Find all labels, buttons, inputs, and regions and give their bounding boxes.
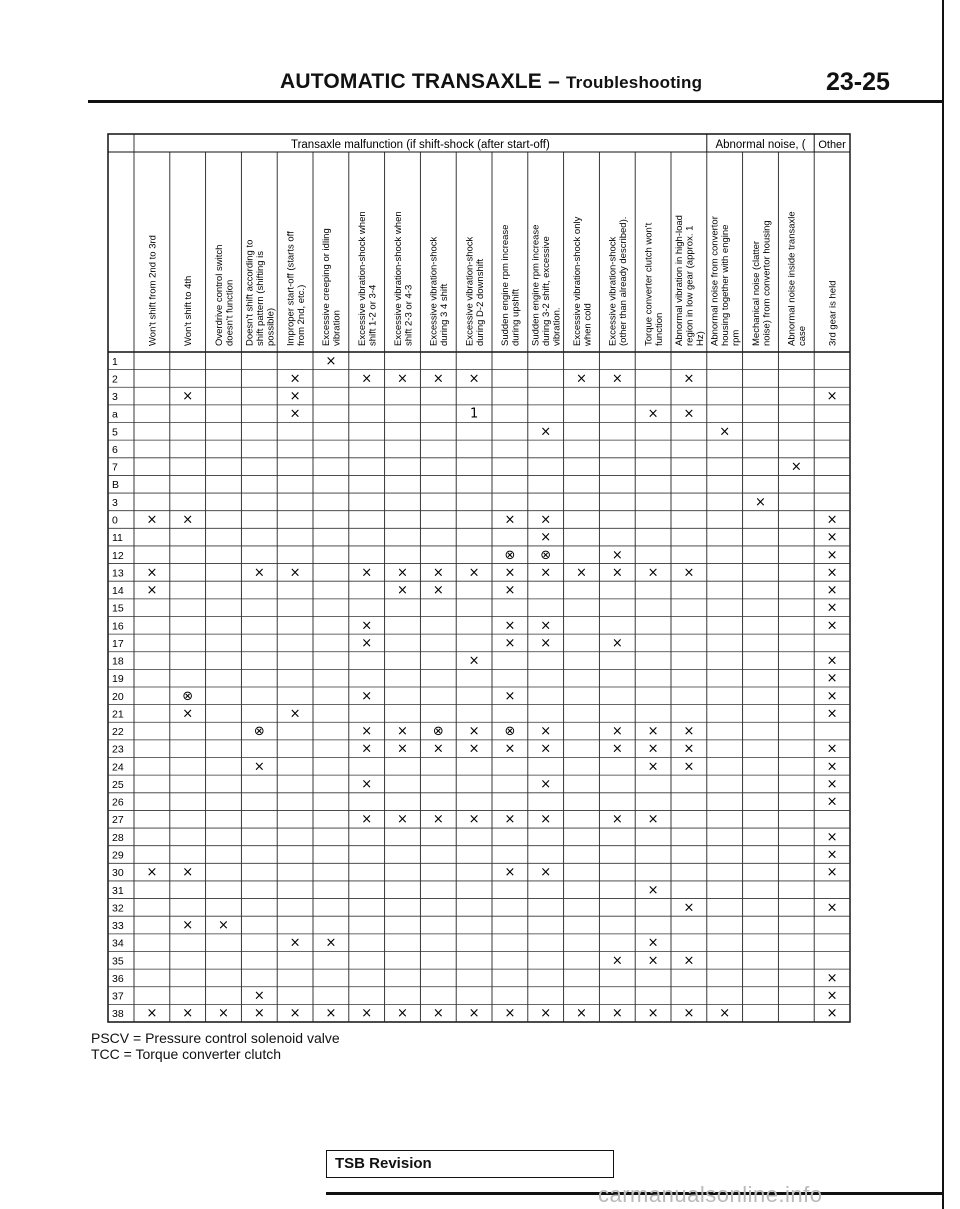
- cell-mark: ×: [397, 1006, 408, 1022]
- cell-mark: ×: [182, 706, 194, 722]
- cell-mark: ×: [397, 812, 408, 828]
- cell-mark: ×: [826, 829, 838, 845]
- cell-mark: ⊗: [253, 724, 265, 740]
- row-number: 38: [112, 1008, 124, 1021]
- column-header-label: Sudden engine rpm increase: [530, 224, 542, 346]
- cell-mark: ⊗: [540, 547, 552, 563]
- cell-mark: ×: [790, 459, 802, 475]
- cell-mark: ×: [432, 371, 444, 387]
- cell-mark: ×: [755, 494, 766, 510]
- column-header-label: possible): [265, 307, 277, 346]
- column-header-label: shift 1-2 or 3-4: [367, 284, 379, 346]
- abbreviation-notes: [91, 1030, 340, 1062]
- cell-mark: ×: [826, 600, 838, 616]
- cell-mark: ×: [826, 988, 838, 1004]
- note-pscv: PSCV = Pressure control solenoid valve: [91, 1030, 340, 1046]
- cell-mark: ×: [683, 371, 695, 387]
- row-number: 3: [112, 496, 118, 509]
- cell-mark: ×: [361, 688, 373, 704]
- cell-mark: ×: [611, 565, 623, 581]
- cell-mark: ×: [647, 882, 659, 898]
- cell-mark: ×: [826, 653, 838, 669]
- group-header-other: Other: [818, 139, 846, 151]
- cell-mark: ×: [826, 618, 838, 634]
- cell-mark: ×: [683, 953, 695, 969]
- cell-mark: ×: [504, 583, 516, 599]
- cell-mark: ×: [361, 741, 373, 757]
- column-header-label: doesn't function: [224, 279, 236, 346]
- cell-mark: ×: [289, 389, 301, 405]
- cell-mark: ×: [325, 1006, 337, 1022]
- row-number: 11: [112, 532, 123, 545]
- cell-mark: ×: [826, 389, 838, 405]
- cell-mark: ×: [826, 794, 838, 810]
- column-header-label: function: [653, 312, 665, 346]
- title-dash: –: [548, 70, 560, 93]
- row-number: B: [112, 479, 120, 492]
- cell-mark: ×: [325, 935, 337, 951]
- cell-mark: 1: [469, 406, 479, 422]
- column-header-label: Excessive vibration-shock: [428, 236, 440, 346]
- row-number: 1: [112, 355, 118, 368]
- cell-mark: ×: [397, 741, 408, 757]
- cell-mark: ×: [253, 565, 265, 581]
- cell-mark: ×: [826, 583, 838, 599]
- cell-mark: ×: [289, 406, 301, 422]
- column-header-label: (other than already described).: [618, 216, 630, 346]
- cell-mark: ×: [361, 724, 373, 740]
- row-number: 36: [112, 972, 124, 985]
- column-header-label: Torque converter clutch won't: [643, 222, 655, 346]
- row-number: 3: [112, 391, 118, 404]
- column-header-label: Sudden engine rpm increase: [500, 224, 512, 346]
- cell-mark: ×: [182, 389, 194, 405]
- note-tcc: TCC = Torque converter clutch: [91, 1046, 281, 1062]
- cell-mark: ×: [540, 618, 552, 634]
- cell-mark: ×: [540, 565, 552, 581]
- cell-mark: ×: [683, 724, 695, 740]
- cell-mark: ×: [432, 812, 444, 828]
- cell-mark: ×: [826, 1006, 838, 1022]
- cell-mark: ×: [218, 918, 229, 934]
- cell-mark: ×: [253, 988, 265, 1004]
- cell-mark: ×: [468, 812, 480, 828]
- row-number: 14: [112, 585, 124, 598]
- cell-mark: ×: [611, 547, 623, 563]
- row-number: 2: [112, 373, 118, 386]
- cell-mark: ×: [826, 900, 838, 916]
- cell-mark: ×: [146, 1006, 158, 1022]
- column-header-label: Excessive vibration-shock: [607, 236, 619, 346]
- row-number: 15: [112, 602, 124, 615]
- cell-mark: ×: [504, 512, 516, 528]
- cell-mark: ×: [826, 688, 838, 704]
- cell-mark: ×: [826, 547, 838, 563]
- cell-mark: ×: [611, 741, 623, 757]
- cell-mark: ⊗: [504, 547, 516, 563]
- cell-mark: ×: [826, 530, 838, 546]
- cell-mark: ×: [146, 565, 158, 581]
- column-header-label: case: [797, 325, 809, 346]
- cell-mark: ×: [647, 812, 659, 828]
- cell-mark: ×: [504, 618, 516, 634]
- cell-mark: ×: [540, 724, 552, 740]
- cell-mark: ⊗: [182, 688, 194, 704]
- cell-mark: ×: [397, 583, 408, 599]
- cell-mark: ×: [289, 935, 301, 951]
- row-number: 20: [112, 690, 124, 703]
- cell-mark: ×: [611, 635, 623, 651]
- watermark: carmanualsonline.info: [598, 1182, 823, 1207]
- cell-mark: ×: [826, 741, 838, 757]
- row-number: 5: [112, 426, 118, 439]
- column-header-label: during D-2 downshift: [474, 258, 486, 346]
- cell-mark: ×: [647, 935, 659, 951]
- column-header-label: during upshift: [510, 288, 522, 346]
- cell-mark: ×: [540, 530, 552, 546]
- cell-mark: ×: [289, 1006, 301, 1022]
- tsb-revision-box: [326, 1150, 614, 1178]
- column-header-label: Mechanical noise (clatter: [750, 240, 762, 346]
- cell-mark: ×: [611, 953, 623, 969]
- cell-mark: ×: [647, 1006, 659, 1022]
- cell-mark: ×: [146, 583, 158, 599]
- cell-mark: ×: [719, 424, 731, 440]
- column-header-label: noise) from convertor housing: [761, 220, 773, 346]
- row-number: a: [112, 408, 118, 421]
- column-header-label: Won't shift to 4th: [183, 275, 195, 346]
- cell-mark: ×: [468, 653, 480, 669]
- group-header-noise: Abnormal noise, (: [715, 139, 806, 151]
- cell-mark: ×: [540, 512, 552, 528]
- tsb-revision-label: TSB Revision: [335, 1155, 432, 1172]
- cell-mark: ×: [540, 776, 552, 792]
- column-header-label: when cold: [582, 303, 594, 346]
- cell-mark: ×: [325, 353, 337, 369]
- cell-mark: ×: [468, 741, 480, 757]
- column-header-label: during 3 4 shift: [439, 283, 451, 346]
- cell-mark: ×: [683, 406, 695, 422]
- cell-mark: ×: [719, 1006, 731, 1022]
- row-number: 19: [112, 673, 124, 686]
- row-number: 29: [112, 849, 124, 862]
- cell-mark: ×: [540, 812, 552, 828]
- row-number: 27: [112, 814, 124, 827]
- cell-mark: ×: [289, 565, 301, 581]
- column-header-label: Abnormal noise inside transaxle: [786, 211, 798, 346]
- cell-mark: ×: [826, 776, 838, 792]
- row-number: 13: [112, 567, 124, 580]
- cell-mark: ×: [468, 724, 480, 740]
- column-header-label: during 3-2 shift, excessive: [541, 236, 553, 346]
- cell-mark: ×: [361, 1006, 373, 1022]
- cell-mark: ×: [468, 1006, 480, 1022]
- cell-mark: ×: [611, 812, 623, 828]
- row-number: 32: [112, 902, 124, 915]
- cell-mark: ⊗: [432, 724, 444, 740]
- column-header-label: region in low gear (approx. 1: [684, 225, 696, 346]
- group-header-transaxle: Transaxle malfunction (if shift-shock (after start-off): [290, 139, 550, 151]
- cell-mark: ×: [361, 776, 373, 792]
- row-number: 34: [112, 937, 124, 950]
- row-number: 21: [112, 708, 124, 721]
- cell-mark: ×: [432, 583, 444, 599]
- cell-mark: ×: [826, 865, 838, 881]
- cell-mark: ×: [826, 706, 838, 722]
- cell-mark: ×: [683, 741, 695, 757]
- row-number: 33: [112, 920, 124, 933]
- column-header-label: vibration: [331, 310, 343, 346]
- row-number: 12: [112, 549, 124, 562]
- cell-mark: ×: [647, 759, 659, 775]
- row-number: 7: [112, 461, 118, 474]
- cell-mark: ×: [611, 371, 623, 387]
- cell-mark: ×: [289, 706, 301, 722]
- column-header-label: Excessive vibration-shock: [464, 236, 476, 346]
- cell-mark: ×: [540, 741, 552, 757]
- cell-mark: ×: [540, 635, 552, 651]
- row-number: 17: [112, 637, 124, 650]
- row-number: 0: [112, 514, 118, 527]
- column-header-label: vibration.: [551, 307, 563, 346]
- title-main: AUTOMATIC TRANSAXLE: [280, 70, 543, 93]
- cell-mark: ×: [504, 1006, 516, 1022]
- cell-mark: ×: [468, 565, 480, 581]
- cell-mark: ×: [432, 741, 444, 757]
- cell-mark: ×: [826, 565, 838, 581]
- column-header-label: from 2nd, etc.): [295, 284, 307, 346]
- cell-mark: ⊗: [504, 724, 516, 740]
- cell-mark: ×: [361, 635, 373, 651]
- cell-mark: ×: [361, 812, 373, 828]
- cell-mark: ×: [432, 1006, 444, 1022]
- cell-mark: ×: [504, 635, 516, 651]
- cell-mark: ×: [504, 688, 516, 704]
- cell-mark: ×: [397, 565, 408, 581]
- row-number: 24: [112, 761, 124, 774]
- cell-mark: ×: [540, 424, 552, 440]
- column-header-label: Excessive vibration-shock only: [571, 216, 583, 346]
- cell-mark: ×: [361, 371, 373, 387]
- column-header-label: shift 2-3 or 4-3: [403, 284, 415, 346]
- cell-mark: ×: [611, 724, 623, 740]
- cell-mark: ×: [647, 724, 659, 740]
- row-number: 25: [112, 778, 124, 791]
- row-number: 26: [112, 796, 124, 809]
- cell-mark: ×: [504, 741, 516, 757]
- cell-mark: ×: [146, 512, 158, 528]
- cell-mark: ×: [468, 371, 480, 387]
- cell-mark: ×: [647, 741, 659, 757]
- column-header-label: housing together with engine: [720, 224, 732, 346]
- column-header-label: 3rd gear is held: [827, 280, 839, 346]
- row-number: 28: [112, 831, 124, 844]
- cell-mark: ×: [218, 1006, 229, 1022]
- row-number: 30: [112, 867, 124, 880]
- row-number: 18: [112, 655, 124, 668]
- cell-mark: ×: [826, 512, 838, 528]
- cell-mark: ×: [611, 1006, 623, 1022]
- column-header-label: Overdrive control switch: [213, 244, 225, 346]
- row-number: 23: [112, 743, 124, 756]
- page-number: 23-25: [826, 68, 890, 96]
- cell-mark: ×: [683, 759, 695, 775]
- column-header-label: Excessive creeping or idling: [321, 228, 333, 346]
- row-number: 6: [112, 443, 118, 456]
- cell-mark: ×: [504, 865, 516, 881]
- row-number: 16: [112, 620, 124, 633]
- cell-mark: ×: [397, 724, 408, 740]
- cell-mark: ×: [504, 565, 516, 581]
- cell-mark: ×: [826, 970, 838, 986]
- cell-mark: ×: [361, 618, 373, 634]
- cell-mark: ×: [647, 953, 659, 969]
- cell-mark: ×: [432, 565, 444, 581]
- cell-mark: ×: [826, 671, 838, 687]
- cell-mark: ×: [182, 512, 194, 528]
- cell-mark: ×: [504, 812, 516, 828]
- cell-mark: ×: [182, 1006, 194, 1022]
- cell-mark: ×: [683, 1006, 695, 1022]
- cell-mark: ×: [576, 565, 587, 581]
- cell-mark: ×: [361, 565, 373, 581]
- column-header-label: Abnormal noise from convertor: [709, 216, 721, 346]
- column-header-label: Excessive vibration-shock when: [356, 211, 368, 346]
- cell-mark: ×: [182, 865, 194, 881]
- cell-mark: ×: [397, 371, 408, 387]
- column-header-label: shift pattern (shifting is: [254, 250, 266, 346]
- cell-mark: ×: [540, 1006, 552, 1022]
- column-header-label: Won't shift from 2nd to 3rd: [147, 235, 159, 346]
- cell-mark: ×: [647, 565, 659, 581]
- column-header-label: Hz): [694, 331, 706, 346]
- row-number: 37: [112, 990, 124, 1003]
- column-header-label: Doesn't shift according to: [244, 239, 256, 346]
- title-sub: Troubleshooting: [566, 73, 703, 92]
- cell-mark: ×: [826, 759, 838, 775]
- row-number: 31: [112, 884, 124, 897]
- row-number: 35: [112, 955, 124, 968]
- cell-mark: ×: [647, 406, 659, 422]
- cell-mark: ×: [683, 565, 695, 581]
- cell-mark: ×: [253, 759, 265, 775]
- cell-mark: ×: [683, 900, 695, 916]
- cell-mark: ×: [146, 865, 158, 881]
- cell-mark: ×: [253, 1006, 265, 1022]
- column-header-label: rpm: [730, 329, 742, 346]
- column-header-label: Excessive vibration-shock when: [392, 211, 404, 346]
- cell-mark: ×: [826, 847, 838, 863]
- cell-mark: ×: [576, 371, 587, 387]
- cell-mark: ×: [540, 865, 552, 881]
- row-number: 22: [112, 726, 124, 739]
- column-header-label: Abnormal vibration in high-load: [673, 215, 685, 346]
- cell-mark: ×: [289, 371, 301, 387]
- cell-mark: ×: [576, 1006, 587, 1022]
- cell-mark: ×: [182, 918, 194, 934]
- column-header-label: Improper start-off (starts off: [285, 231, 297, 346]
